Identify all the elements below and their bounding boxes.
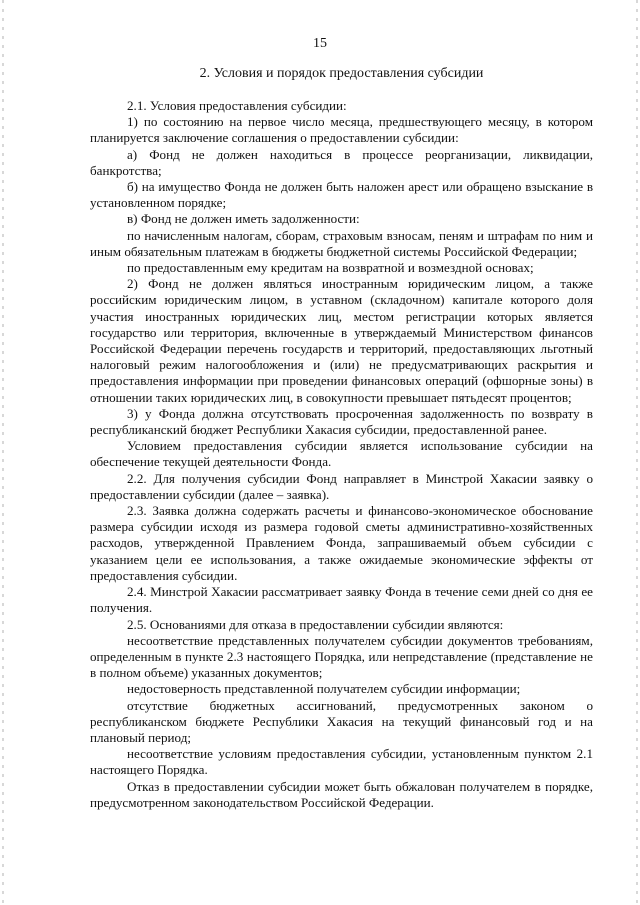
page-number: 15	[313, 36, 327, 51]
paragraph: 2.5. Основаниями для отказа в предоставлении субсидии являются:	[127, 616, 504, 632]
paragraph: в) Фонд не должен иметь задолженности:	[127, 211, 360, 227]
scan-edge-right	[636, 0, 638, 905]
paragraph: 2.3. Заявка должна содержать расчеты и финансово-экономическое обоснование размера субсидии исходя из размера годовой сметы административно-хозяйственных расходов, утвержденной Правлением Фонда, запрашиваемый объем субсидии с указанием цели ее использования, а также ожидаемые экономические эффекты от предоставления субсидии.	[90, 503, 593, 583]
paragraph: Отказ в предоставлении субсидии может быть обжалован получателем в порядке, предусмотренном законодательством Российской Федерации.	[90, 778, 593, 810]
paragraph: 2.4. Минстрой Хакасии рассматривает заявку Фонда в течение семи дней со дня ее получения.	[90, 584, 593, 616]
paragraph: несоответствие представленных получателем субсидии документов требованиям, определенным в пункте 2.3 настоящего Порядка, или непредставление (представление не в полном объеме) указанных документов;	[90, 632, 593, 681]
paragraph: недостоверность представленной получателем субсидии информации;	[127, 681, 521, 697]
paragraph: 2.1. Условия предоставления субсидии:	[127, 98, 347, 113]
paragraph: б) на имущество Фонда не должен быть наложен арест или обращено взыскание в установленном порядке;	[90, 179, 593, 211]
body-text	[90, 98, 593, 811]
paragraph: 2.2. Для получения субсидии Фонд направляет в Минстрой Хакасии заявку о предоставлении субсидии (далее – заявка).	[90, 470, 593, 502]
paragraph: Условием предоставления субсидии является использование субсидии на обеспечение текущей деятельности Фонда.	[90, 438, 593, 470]
paragraph: 3) у Фонда должна отсутствовать просроченная задолженность по возврату в республиканский бюджет Республики Хакасия субсидии, предоставленной ранее.	[90, 405, 593, 438]
paragraph: по предоставленным ему кредитам на возвратной и возмездной основах;	[127, 260, 534, 276]
paragraph: несоответствие условиям предоставления субсидии, установленным пунктом 2.1 настоящего Порядка.	[90, 746, 593, 778]
paragraph: 2) Фонд не должен являться иностранным юридическим лицом, а также российским юридическим лицом, в уставном (складочном) капитале которого доля участия иностранных юридических лиц, местом регистрации которых является государство или территория, включенные в утверждаемый Министерством финансов Российской Федерации перечень государств и территорий, предоставляющих льготный налоговый режим налогообложения и (или) не предусматривающих раскрытия и предоставления информации при проведении финансовых операций (офшорные зоны) в отношении таких юридических лиц, в совокупности превышает пятьдесят процентов;	[90, 276, 593, 405]
scan-edge-left	[2, 0, 4, 905]
paragraph: а) Фонд не должен находиться в процессе реорганизации, ликвидации, банкротства;	[90, 146, 593, 178]
paragraph: отсутствие бюджетных ассигнований, предусмотренных законом о республиканском бюджете Республики Хакасия на текущий финансовый год и на плановый период;	[90, 697, 593, 745]
section-heading: 2. Условия и порядок предоставления субсидии	[199, 66, 484, 81]
paragraph: 1) по состоянию на первое число месяца, предшествующего месяцу, в котором планируется заключение соглашения о предоставлении субсидии:	[90, 114, 593, 146]
paragraph: по начисленным налогам, сборам, страховым взносам, пеням и штрафам по ним и иным обязательным платежам в бюджеты бюджетной системы Российской Федерации;	[90, 227, 593, 259]
